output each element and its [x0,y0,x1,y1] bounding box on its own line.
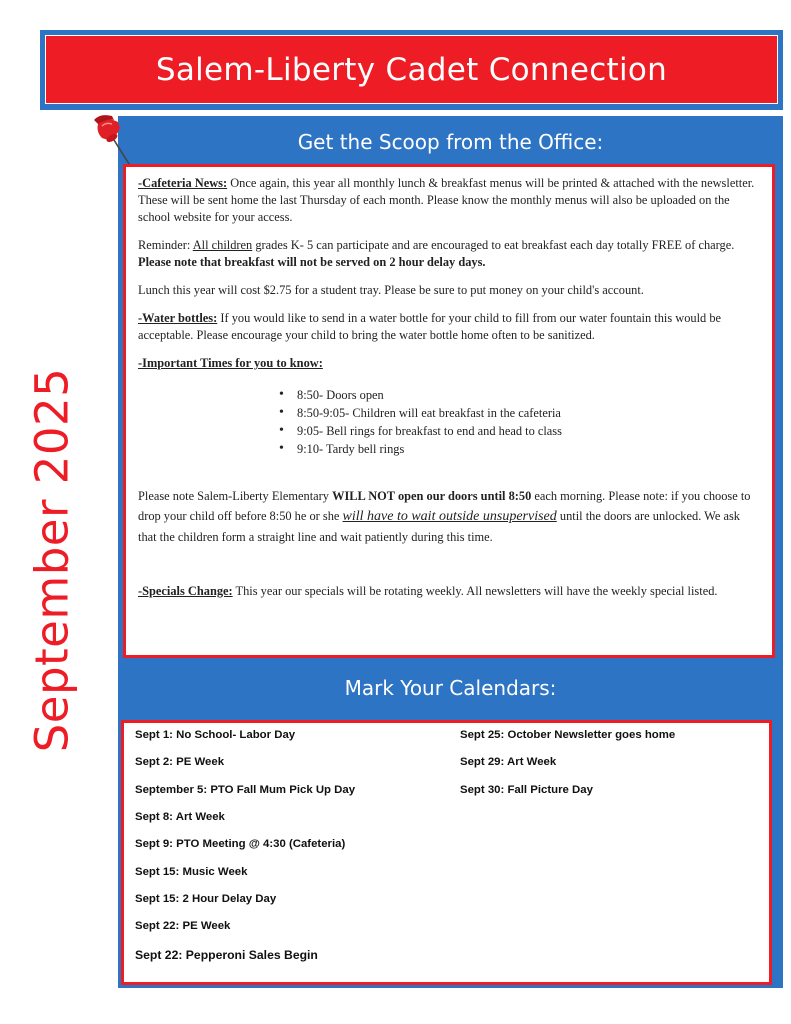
calendar-item: Sept 22: Pepperoni Sales Begin [135,948,318,962]
doors-paragraph: Please note Salem-Liberty Elementary WILL NOT open our doors until 8:50 each morning. Please note: if you choose to drop your child off before 8:50 he or she will have to wait outside unsupervised until the doors are unlocked. We ask that the children form a straight line and wait patiently during this time. [138,489,751,544]
office-news-box [123,164,775,658]
reminder-paragraph: Reminder: All children grades K- 5 can participate and are encouraged to eat breakfast each day totally FREE of charge. Please note that breakfast will not be served on 2 hour delay days. [138,238,735,269]
title-banner-inner [45,35,778,104]
calendar-item: Sept 2: PE Week [135,756,225,768]
newsletter-title: Salem-Liberty Cadet Connection [155,51,668,88]
times-heading: -Important Times for you to know: [138,356,323,370]
calendar-item: Sept 9: PTO Meeting @ 4:30 (Cafeteria) [135,838,346,850]
calendar-item: Sept 15: 2 Hour Delay Day [135,893,277,905]
calendar-item: Sept 29: Art Week [460,756,557,768]
calendar-item: September 5: PTO Fall Mum Pick Up Day [135,784,356,796]
list-item: • 9:10- Tardy bell rings [279,440,760,458]
water-paragraph: -Water bottles: If you would like to send in a water bottle for your child to fill from our water fountain this would be acceptable. Please encourage your child to bring the water bottle home often to be sanitized. [138,311,722,342]
specials-paragraph: -Specials Change: This year our specials will be rotating weekly. All newsletters will have the weekly special listed. [138,584,718,598]
calendar-item: Sept 1: No School- Labor Day [135,729,296,741]
calendar-item: Sept 22: PE Week [135,920,231,932]
calendar-heading: Mark Your Calendars: [344,676,557,700]
calendar-item: Sept 30: Fall Picture Day [460,784,593,796]
office-heading: Get the Scoop from the Office: [297,130,604,154]
cafeteria-paragraph: -Cafeteria News: Once again, this year all monthly lunch & breakfast menus will be printed & attached with the newsletter. These will be sent home the last Thursday of each month. Please know the monthly menus will also be uploaded on the school website for your access. [138,176,755,224]
calendar-item: Sept 15: Music Week [135,866,248,878]
list-item: • 8:50-9:05- Children will eat breakfast in the cafeteria [279,404,760,422]
title-banner [40,30,783,110]
calendar-item: Sept 8: Art Week [135,811,225,823]
list-item: • 8:50- Doors open [279,386,760,404]
lunch-paragraph: Lunch this year will cost $2.75 for a student tray. Please be sure to put money on your child's account. [138,283,644,297]
list-item: • 9:05- Bell rings for breakfast to end and head to class [279,422,760,440]
times-list [138,386,760,458]
month-label: September 2025 [25,367,79,753]
calendar-item: Sept 25: October Newsletter goes home [460,729,676,741]
